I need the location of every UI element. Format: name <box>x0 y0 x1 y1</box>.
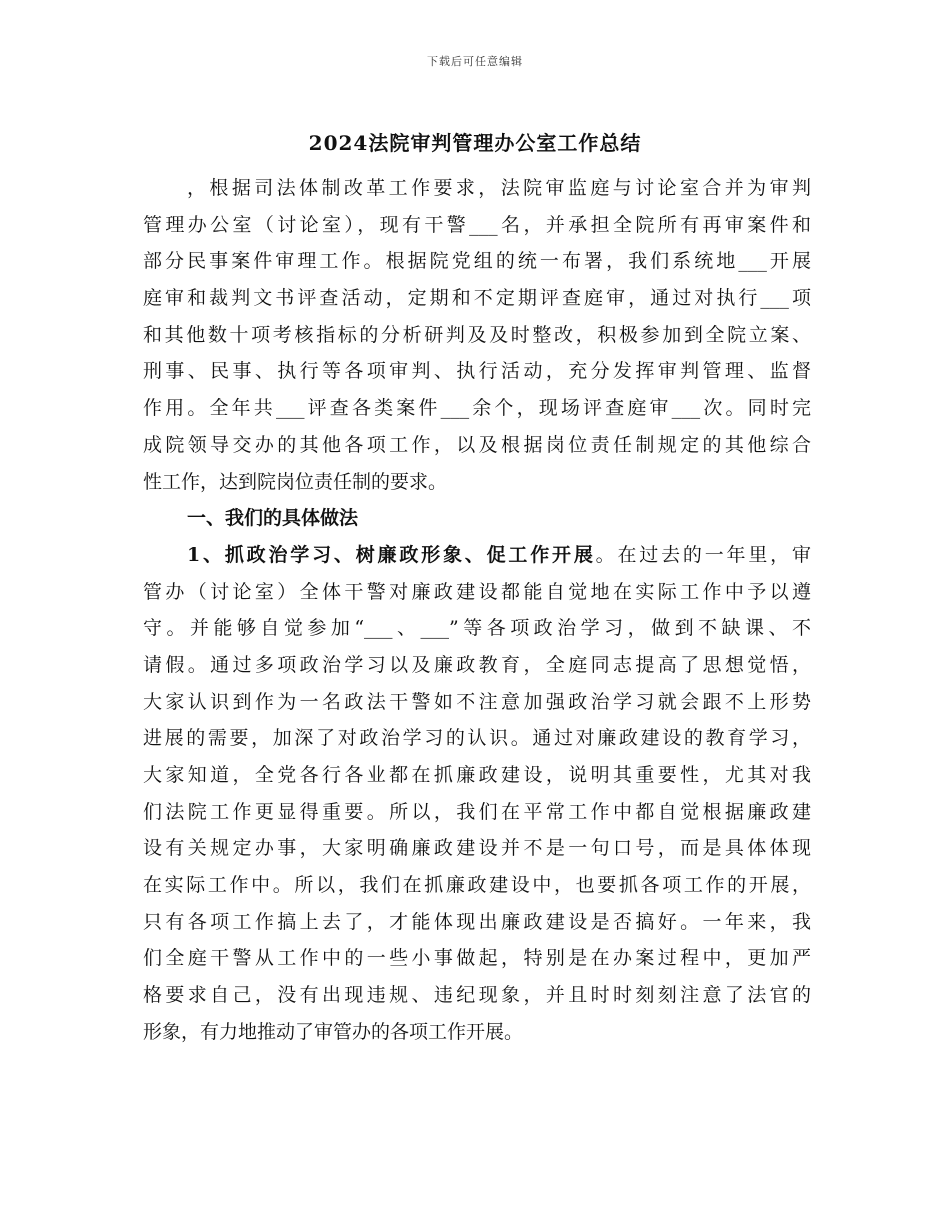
paragraph1-line: 管理办公室（讨论室），现有干警___名，并承担全院所有再审案件和 <box>143 213 811 236</box>
paragraph2-lead-rest: 。在过去的一年里，审 <box>595 543 811 566</box>
paragraph2-lead-bold: 1、抓政治学习、树廉政形象、促工作开展 <box>187 543 596 566</box>
paragraph2-line: 管办（讨论室）全体干警对廉政建设都能自觉地在实际工作中予以遵 <box>143 580 811 603</box>
paragraph2-line: 大家知道，全党各行各业都在抓廉政建设，说明其重要性，尤其对我 <box>143 764 811 786</box>
paragraph1-line: 刑事、民事、执行等各项审判、执行活动，充分发挥审判管理、监督 <box>143 360 811 383</box>
paragraph2-line: 在实际工作中。所以，我们在抓廉政建设中，也要抓各项工作的开展， <box>143 874 811 897</box>
paragraph1-line: 庭审和裁判文书评查活动，定期和不定期评查庭审，通过对执行___项 <box>143 287 811 310</box>
paragraph1-line: 成院领导交办的其他各项工作，以及根据岗位责任制规定的其他综合 <box>143 433 811 456</box>
document-body <box>143 170 811 1051</box>
paragraph1-line: 和其他数十项考核指标的分析研判及及时整改，积极参加到全院立案、 <box>143 323 811 346</box>
paragraph2-line: 形象，有力地推动了审管办的各项工作开展。 <box>143 1020 524 1043</box>
paragraph2-line: 进展的需要，加深了对政治学习的认识。通过对廉政建设的教育学习， <box>143 727 811 750</box>
paragraph1-line: 性工作，达到院岗位责任制的要求。 <box>143 470 448 493</box>
paragraph2-line: 设有关规定办事，大家明确廉政建设并不是一句口号，而是具体体现 <box>143 837 811 860</box>
section-heading: 一、我们的具体做法 <box>187 507 359 530</box>
paragraph2-line: 请假。通过多项政治学习以及廉政教育，全庭同志提高了思想觉悟， <box>143 653 811 676</box>
paragraph2-line: 大家认识到作为一名政法干警如不注意加强政治学习就会跟不上形势 <box>143 690 811 713</box>
paragraph1-line: ，根据司法体制改革工作要求，法院审监庭与讨论室合并为审判 <box>187 177 811 199</box>
header-note: 下载后可任意编辑 <box>427 55 523 68</box>
paragraph2-line: 们法院工作更显得重要。所以，我们在平常工作中都自觉根据廉政建 <box>143 800 811 823</box>
paragraph2-first-line <box>143 537 811 574</box>
paragraph2-line: 格要求自己，没有出现违规、违纪现象，并且时时刻刻注意了法官的 <box>143 984 811 1007</box>
paragraph1-line: 作用。全年共___评查各类案件___余个，现场评查庭审___次。同时完 <box>143 397 811 420</box>
paragraph2-line: 们全庭干警从工作中的一些小事做起，特别是在办案过程中，更加严 <box>143 947 811 970</box>
paragraph2-line: 只有各项工作搞上去了，才能体现出廉政建设是否搞好。一年来，我 <box>143 910 811 933</box>
paragraph2-line: 守。并能够自觉参加“___、___”等各项政治学习，做到不缺课、不 <box>143 617 811 640</box>
paragraph1-line: 部分民事案件审理工作。根据院党组的统一布署，我们系统地___开展 <box>143 250 811 273</box>
document-title: 2024法院审判管理办公室工作总结 <box>308 131 642 155</box>
